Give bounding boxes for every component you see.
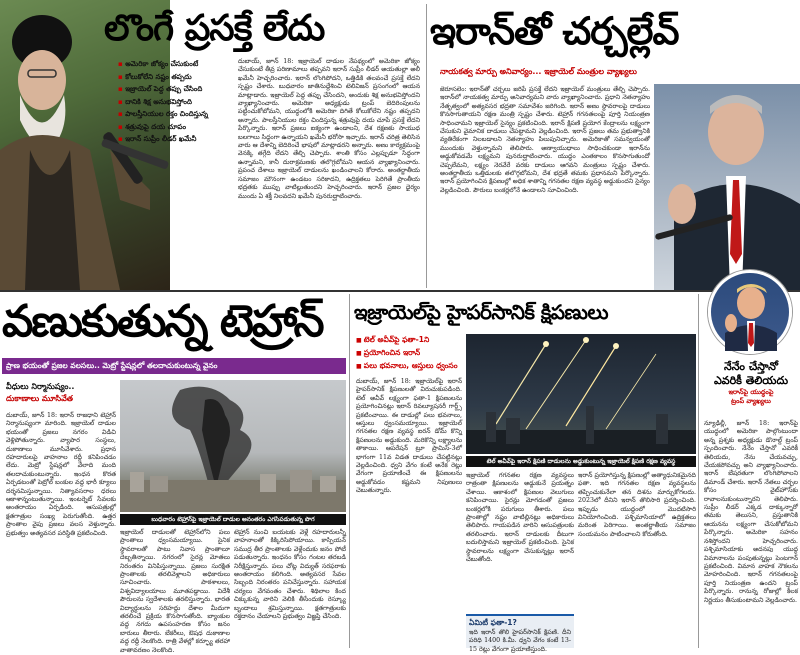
netanyahu-photo <box>654 84 800 290</box>
missile-body-2: ఇజ్రాయెల్ గగనతల రక్షణ వ్యవస్థలు రాత్రంతా క్షిపణులను అడ్డుకునే ప్రయత్నం చేశాయి. ఆకాశంలో క్షిపణుల వెలుగులు కనిపించాయి. సైరన్లు మోగడంతో ప్రజలు బంకర్లలోకి పరుగులు తీశారు. పలు ప్రాంతాల్లో నష్టం వాటిల్లినట్లు అధికారులు తెలిపారు. గాయపడిన వారిని ఆసుపత్రులకు తరలించారు. ఇరాన్ దాడులకు దీటుగా బదులిస్తామని ఇజ్రాయెల్ ప్రకటించింది. సైనిక స్థావరాలను లక్ష్యంగా చేసుకున్నట్లు ఇరాన్ చెబుతోంది. <box>466 472 574 564</box>
missile-bullet: ■ పలు భవనాలు, ఆస్తులు ధ్వంసం <box>356 360 462 373</box>
khamenei-headline: లొంగే ప్రసక్తే లేదు <box>104 8 325 49</box>
telaviv-photo-caption: టెల్ అవీవ్‌పై ఇరాన్ క్షిపణి దాడులను అడ్డుకుంటున్న ఇజ్రాయెల్ క్షిపణి రక్షణ వ్యవస్థ <box>466 456 696 467</box>
top-divider-vertical <box>426 4 427 288</box>
missile-body: దుబాయ్, జూన్ 18: ఇజ్రాయెల్‌పై ఇరాన్ హైపర్‌సానిక్ క్షిపణులతో విరుచుకుపడింది. టెల్ అవీవ్ లక్ష్యంగా ఫతా-1 క్షిపణులను ప్రయోగించినట్లు ఇరాన్ రివల్యూషనరీ గార్డ్స్ ప్రకటించాయి. ఈ దాడుల్లో పలు భవనాలు, ఆస్తులు ధ్వంసమయ్యాయి. ఇజ్రాయెల్ గగనతల రక్షణ వ్యవస్థ ఐరన్ డోమ్ కొన్ని క్షిపణులను అడ్డుకుంది. మరికొన్ని లక్ష్యాలను తాకాయి. ఆపరేషన్ ట్రూ ప్రామిస్-3లో భాగంగా 11వ విడత దాడులు చేపట్టినట్లు వెల్లడించింది. ధ్వని వేగం కంటే అనేక రెట్లు వేగంగా ప్రయాణించే ఈ క్షిపణులను అడ్డుకోవడం కష్టమని నిపుణులు చెబుతున్నారు. <box>356 378 462 495</box>
bottom-divider-right <box>698 294 699 648</box>
trump-subhead-2: ట్రంప్ వ్యాఖ్యలు <box>731 397 771 405</box>
missile-bullet: ■ టెల్ అవీవ్‌పై ఫతా-1ని <box>356 334 462 347</box>
missile-headline: ఇజ్రాయెల్‌పై హైపర్‌సానిక్ క్షిపణులు <box>354 300 609 324</box>
trump-photo <box>708 270 792 354</box>
bottom-divider-left <box>349 294 350 648</box>
tehran-subhead-2: దుకాణాలు మూసివేత <box>6 394 73 403</box>
khamenei-bullet: ▪ శత్రువుపై దయ చూపం <box>118 121 236 134</box>
tehran-body-3: టెహ్రాన్ నుంచి బయటకు వెళ్లే రహదారులన్నీ వాహనాలతో కిక్కిరిసిపోయాయి. కాస్పియన్ సముద్ర తీర ప్రాంతాలకు వెళ్లేందుకు జనం పోటీ పడుతున్నారు. ఇంధనం కోసం గంటల తరబడి నిరీక్షిస్తున్నారు. పలు చోట్ల విద్యుత్ సరఫరాకు అంతరాయం కలిగింది. అత్యవసర సేవల సిబ్బంది నిరంతరం పనిచేస్తున్నారు. సహాయక చర్యలు వేగవంతం చేశారు. శిథిలాల కింద చిక్కుకున్న వారిని వెలికి తీసేందుకు రెస్క్యూ బృందాలు శ్రమిస్తున్నాయి. క్షతగాత్రులకు రక్తదానం చేయాలని ప్రభుత్వం విజ్ఞప్తి చేసింది. <box>234 529 346 621</box>
tehran-body-2: ఇజ్రాయెల్ దాడులతో టెహ్రాన్‌లోని పలు ప్రాంతాలు ధ్వంసమయ్యాయి. సైనిక స్థావరాలతో పాటు నివాస ప్రాంతాలూ దెబ్బతిన్నాయి. నగరంలో సైరన్ల మోతలు నిరంతరం వినిపిస్తున్నాయి. ప్రజలు సురక్షిత ప్రాంతాలకు తరలివెళ్లాలని అధికారులు సూచించారు. పాఠశాలలు, విశ్వవిద్యాలయాలు మూతపడ్డాయి. విదేశీ పౌరులను స్వదేశాలకు తరలిస్తున్నారు. భారత విద్యార్థులను సరిహద్దు దేశాల మీదుగా తరలించే ప్రక్రియ కొనసాగుతోంది. బ్యాంకుల వద్ద నగదు ఉపసంహరణ కోసం జనం బారులు తీరారు. బేకరీలు, ఔషధ దుకాణాల వద్ద రద్దీ నెలకొంది. రాత్రి వేళల్లో కర్ఫ్యూ తరహా వాతావరణం నెలకొంది. <box>120 529 230 654</box>
missile-bullets <box>356 334 462 374</box>
fatah-sidebar-body: ఇది ఇరాన్ తొలి హైపర్‌సానిక్ క్షిపణి. దీని పరిధి 1400 కి.మీ. ధ్వని వేగం కంటే 13-15 రెట్లు వేగంగా ప్రయాణిస్తుంది. <box>469 629 571 653</box>
tehran-smoke-illustration <box>120 380 346 512</box>
israel-headline: ఇరాన్‌తో చర్చల్లేవ్ <box>430 9 679 53</box>
tehran-photo-caption: బుధవారం టెహ్రాన్‌పై ఇజ్రాయెల్ దాడుల అనంతరం ఎగసిపడుతున్న పొగ <box>120 514 346 525</box>
tehran-smoke-photo <box>120 380 346 512</box>
khamenei-bullet: ▪ దానికి శిక్ష అనుభవిస్తోంది <box>118 96 236 109</box>
israel-body: జెరూసలెం: ఇరాన్‌తో చర్చలు జరిపే ప్రసక్తే లేదని ఇజ్రాయెల్ మంత్రులు తేల్చి చెప్పారు. ఇరాన్‌లో నాయకత్వ మార్పు అనివార్యమని వారు వ్యాఖ్యానించారు. ప్రధాని నెతన్యాహు నేతృత్వంలో అత్యవసర భద్రతా సమావేశం జరిగింది. ఇరాన్ అణు స్థావరాలపై దాడులు కొనసాగుతాయని రక్షణ మంత్రి స్పష్టం చేశారు. టెహ్రాన్ గగనతలంపై పూర్తి నియంత్రణ సాధించామని ఇజ్రాయెల్ సైన్యం ప్రకటించింది. ఇరాన్ క్షిపణి ప్రయోగ కేంద్రాలను లక్ష్యంగా చేసుకుని వైమానిక దాడులు చేపట్టామని వెల్లడించింది. ఇరాన్ ప్రజలు తమ ప్రభుత్వానికి వ్యతిరేకంగా నిలబడాలని నెతన్యాహు పిలుపునిచ్చారు. అమెరికాతో సమన్వయంతో ముందుకు వెళ్తున్నామని తెలిపారు. అణ్వాయుధాలు సాధించకుండా ఇరాన్‌ను అడ్డుకోవడమే లక్ష్యమని పునరుద్ఘాటించారు. యుద్ధం ఎంతకాలం కొనసాగుతుందో చెప్పలేమని, లక్ష్యం నెరవేరే వరకు దాడులు ఆగవని మంత్రులు స్పష్టం చేశారు. అంతర్జాతీయ ఒత్తిడులకు తలొగ్గబోమని, దేశ భద్రతే తమకు ప్రధానమని పేర్కొన్నారు. ఇరాన్ ప్రయోగించిన క్షిపణుల్లో అధిక శాతాన్ని గగనతల రక్షణ వ్యవస్థ అడ్డుకుందని సైన్యం వెల్లడించింది. పౌరులు బంకర్లలోనే ఉండాలని సూచించింది. <box>440 86 650 194</box>
khamenei-body: దుబాయ్, జూన్ 18: ఇజ్రాయెల్ దాడుల నేపథ్యంలో అమెరికా జోక్యం చేసుకుంటే తీవ్ర పరిణామాలు తప్పవని ఇరాన్ సుప్రీం లీడర్ అయతుల్లా అలీ ఖమేనీ హెచ్చరించారు. ఇరాన్ లొంగిపోదని, ఒత్తిడికి తలవంచే ప్రసక్తే లేదని స్పష్టం చేశారు. బుధవారం జాతినుద్దేశించి టెలివిజన్ ప్రసంగంలో ఆయన మాట్లాడారు. ఇజ్రాయెల్ పెద్ద తప్పు చేసిందని, అందుకు శిక్ష అనుభవిస్తోందని వ్యాఖ్యానించారు. అమెరికా అధ్యక్షుడు ట్రంప్ బెదిరింపులను పట్టించుకోబోమని, యుద్ధంలోకి అమెరికా దిగితే కోలుకోలేని నష్టం తప్పదని అన్నారు. పాలస్తీనియుల రక్తం చిందిస్తున్న శత్రువుపై దయ చూపే ప్రసక్తే లేదని పేర్కొన్నారు. ఇరాన్ ప్రజలు ఐక్యంగా ఉండాలని, దేశ రక్షణకు సాయుధ బలగాలు సిద్ధంగా ఉన్నాయని ఖమేనీ భరోసా ఇచ్చారు. ఇరాన్ చరిత్ర తెలిసిన వారు ఆ దేశాన్ని బెదిరించే భాషలో మాట్లాడరని అన్నారు. అణు కార్యక్రమంపై వెనక్కి తగ్గేది లేదని తేల్చి చెప్పారు. శాంతి కోసం ఎల్లప్పుడూ సిద్ధంగా ఉన్నామని, కానీ దురాక్రమణకు తలొగ్గబోమని ఆయన వ్యాఖ్యానించారు. ప్రపంచ దేశాలు ఇజ్రాయెల్ దాడులను ఖండించాలని కోరారు. అంతర్జాతీయ సమాజం మౌనంగా ఉండటం సరికాదని, ఉద్రిక్తతలు పెరిగితే ప్రాంతీయ భద్రతకు ముప్పు వాటిల్లుతుందని హెచ్చరించారు. ఇరాన్ ప్రజల ధైర్యం ముందు ఏ శక్తీ నిలవదని ఖమేనీ పునరుద్ఘాటించారు. <box>238 58 420 200</box>
missile-body-3: ఇరాన్ ప్రయోగిస్తున్న క్షిపణుల్లో అత్యాధునికమైనది ఫతా. ఇది గగనతల రక్షణ వ్యవస్థలను తప్పించుకునేలా తన దిశను మార్చుకోగలదు. 2023లో దీనిని ఇరాన్ తొలిసారి ప్రదర్శించింది. ఇప్పుడు యుద్ధంలో మొదటిసారి వినియోగించింది. పశ్చిమాసియాలో ఉద్రిక్తతలు మరింత పెరిగాయి. అంతర్జాతీయ సమాజం సంయమనం పాటించాలని కోరుతోంది. <box>578 472 696 538</box>
tehran-banner: ప్రాణ భయంతో ప్రజల వలసలు.. మెట్రో స్టేషన్లలో తలదాచుకుంటున్న వైనం <box>2 358 346 374</box>
khamenei-bullets <box>118 58 236 208</box>
telaviv-night-photo <box>466 334 696 454</box>
trump-illustration <box>711 273 789 351</box>
khamenei-bullet: ▪ కోలుకోలేని నష్టం తప్పదు <box>118 71 236 84</box>
top-divider-horizontal <box>0 290 800 292</box>
tehran-headline: వణుకుతున్న టెహ్రాన్ <box>2 296 323 347</box>
trump-headline-1: నేనేం చేస్తానో <box>723 360 779 373</box>
tehran-body: దుబాయ్, జూన్ 18: ఇరాన్ రాజధాని టెహ్రాన్ నిర్మానుష్యంగా మారింది. ఇజ్రాయెల్ దాడుల భయంతో ప్రజలు నగరం విడిచి వెళ్లిపోతున్నారు. వ్యాపార సంస్థలు, దుకాణాలు మూసివేశారు. ప్రధాన రహదారులపై వాహనాల రద్దీ కనిపించడం లేదు. మెట్రో స్టేషన్లలో వేలాది మంది తలదాచుకుంటున్నారు. ఇంధన కొరత ఏర్పడటంతో పెట్రోల్ బంకుల వద్ద భారీ క్యూలు దర్శనమిస్తున్నాయి. నిత్యావసరాల ధరలు ఆకాశాన్నంటుతున్నాయి. ఇంటర్నెట్ సేవలకు అంతరాయం ఏర్పడింది. ఆసుపత్రుల్లో క్షతగాత్రుల సంఖ్య పెరుగుతోంది. ఉత్తర ప్రాంతాల వైపు ప్రజలు వలస వెళ్తున్నారు. ప్రభుత్వం అత్యవసర పరిస్థితి ప్రకటించింది. <box>6 412 116 537</box>
fatah-sidebar-title: ఏమిటీ ఫతా-1? <box>469 618 517 627</box>
trump-subhead-1: ఇరాన్‌పై యుద్ధంపై <box>728 388 774 396</box>
khamenei-bullet: ▪ ఇరాన్ సుప్రీం లీడర్ ఖమేనీ <box>118 133 236 146</box>
israel-subhead: నాయకత్వ మార్పు అనివార్యం... ఇజ్రాయెల్ మంత్రుల వ్యాఖ్యలు <box>440 67 637 76</box>
khamenei-bullet: ▪ పాలస్తీనియుల రక్తం చిందిస్తున్న <box>118 108 236 121</box>
telaviv-night-illustration <box>466 334 696 454</box>
trump-body: న్యూఢిల్లీ, జూన్ 18: ఇరాన్‌పై యుద్ధంలో అమెరికా పాల్గొంటుందా అన్న ప్రశ్నకు అధ్యక్షుడు డొనాల్డ్ ట్రంప్ స్పందించారు. నేనేం చేస్తానో ఎవరికీ తెలియదు, నేను చేయవచ్చు, చేయకపోవచ్చు అని వ్యాఖ్యానించారు. ఇరాన్ బేషరతుగా లొంగిపోవాలని డిమాండ్ చేశారు. ఇరాన్ నేతలు చర్చల కోసం వైట్‌హౌస్‌కు రావాలనుకుంటున్నారని తెలిపారు. సుప్రీం లీడర్ ఎక్కడ దాక్కున్నారో తమకు తెలుసని, ప్రస్తుతానికి ఆయనను లక్ష్యంగా చేసుకోబోమని పేర్కొన్నారు. అమెరికా సహనం నశిస్తోందని హెచ్చరించారు. పశ్చిమాసియాకు అదనపు యుద్ధ విమానాలను పంపుతున్నట్లు పెంటగాన్ ప్రకటించింది. విమాన వాహక నౌకలను మోహరించింది. ఇరాన్ గగనతలంపై పూర్తి నియంత్రణ ఉందని ట్రంప్ పేర్కొన్నారు. రానున్న రోజుల్లో కీలక నిర్ణయం తీసుకుంటామని వెల్లడించారు. <box>704 420 798 604</box>
tehran-subhead-1: వీధులు నిర్మానుష్యం.. <box>6 382 75 391</box>
netanyahu-illustration <box>654 84 800 290</box>
missile-bullet: ■ ప్రయోగించిన ఇరాన్ <box>356 347 462 360</box>
fatah-sidebar <box>466 614 574 653</box>
khamenei-bullet: ▪ అమెరికా జోక్యం చేసుకుంటే <box>118 58 236 71</box>
khamenei-bullet: ▪ ఇజ్రాయెల్ పెద్ద తప్పు చేసింది <box>118 83 236 96</box>
trump-headline-2: ఎవరికీ తెలియదు <box>713 374 789 387</box>
